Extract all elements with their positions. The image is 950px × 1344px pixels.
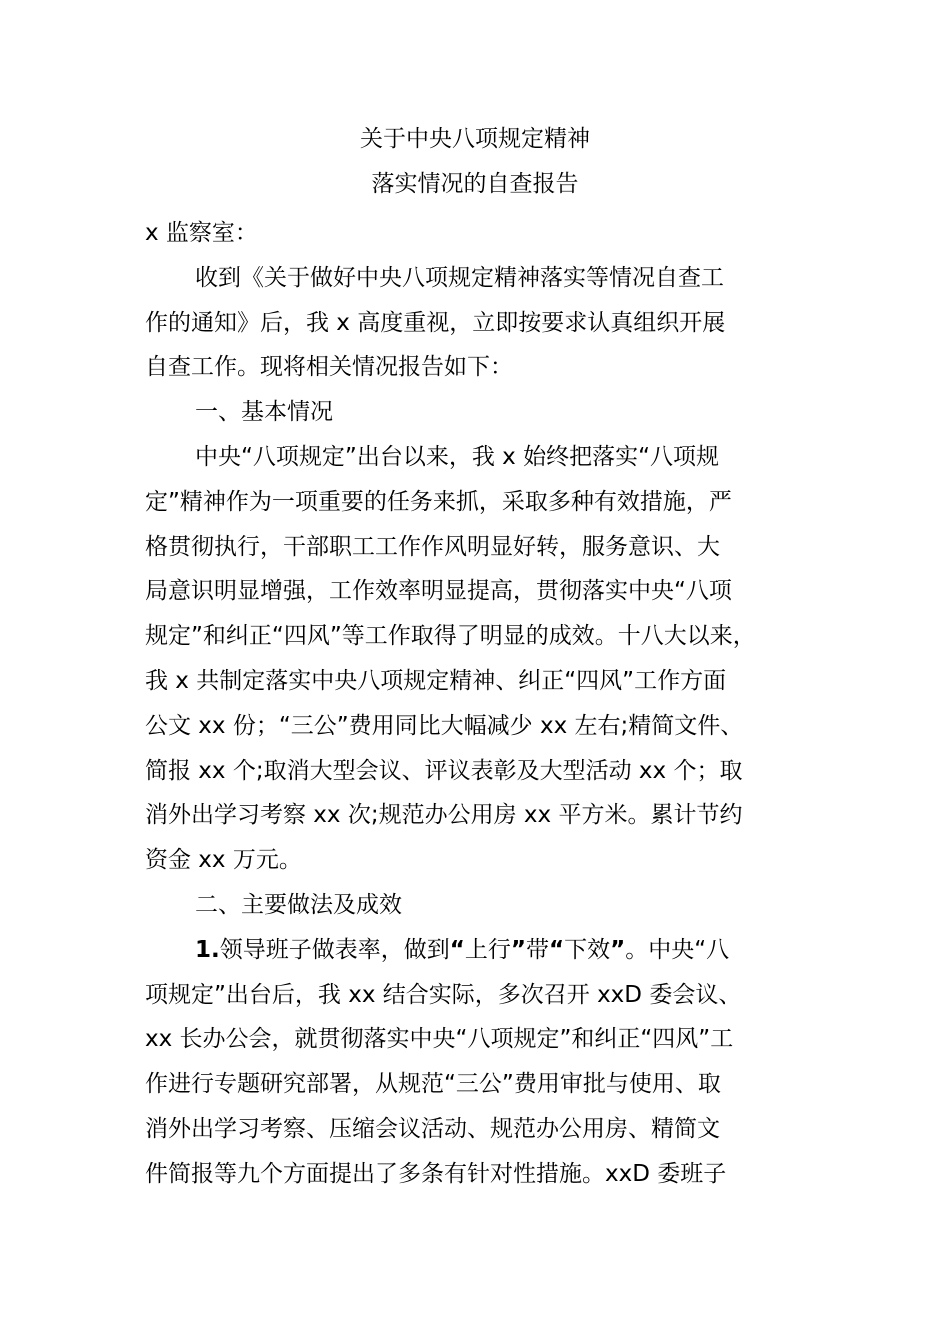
document-title-line-2: 落实情况的自查报告 [371, 171, 579, 197]
quote-mark: ” [610, 936, 626, 963]
document-body [145, 211, 845, 1197]
paragraph-line: 定”精神作为一项重要的任务来抓，采取多种有效措施，严 [145, 488, 732, 515]
paragraph-line: 格贯彻执行，干部职工工作作风明显好转，服务意识、大 [145, 533, 720, 560]
paragraph-line: 中央“八项规定”出台以来，我 x 始终把落实“八项规 [195, 443, 719, 470]
section-heading: 一、基本情况 [195, 399, 333, 426]
item-number: 1. [195, 936, 220, 963]
section-heading: 二、主要做法及成效 [195, 891, 402, 918]
paragraph-line: xx 长办公会，就贯彻落实中央“八项规定”和纠正“四风”工 [145, 1026, 734, 1053]
paragraph-line: 局意识明显增强，工作效率明显提高，贯彻落实中央“八项 [145, 578, 732, 605]
quote-mark: ” [510, 936, 526, 963]
paragraph-line: 项规定”出台后，我 xx 结合实际，多次召开 xxD 委会议、 [145, 981, 742, 1008]
paragraph-line: 公文 xx 份；“三公”费用同比大幅减少 xx 左右;精简文件、 [145, 712, 744, 739]
text-run: 。中央“八 [625, 936, 730, 963]
paragraph-line [145, 928, 845, 973]
salutation: x 监察室： [145, 220, 258, 246]
quote-mark: “ [549, 936, 565, 963]
paragraph-line: 自查工作。现将相关情况报告如下： [145, 354, 513, 381]
text-run: 下效 [564, 936, 611, 963]
paragraph-line: 我 x 共制定落实中央八项规定精神、纠正“四风”工作方面 [145, 667, 727, 694]
text-run: 上行 [464, 936, 511, 963]
paragraph-line: 消外出学习考察 xx 次;规范办公用房 xx 平方米。累计节约 [145, 802, 743, 829]
paragraph-line: 件简报等九个方面提出了多条有针对性措施。xxD 委班子 [145, 1160, 727, 1187]
text-run: 领导班子做表率，做到 [219, 936, 450, 963]
quote-mark: “ [449, 936, 465, 963]
paragraph-line: 作的通知》后，我 x 高度重视，立即按要求认真组织开展 [145, 309, 726, 336]
paragraph-line: 资金 xx 万元。 [145, 847, 302, 874]
paragraph-line: 简报 xx 个;取消大型会议、评议表彰及大型活动 xx 个；取 [145, 757, 743, 784]
paragraph-line: 规定”和纠正“四风”等工作取得了明显的成效。十八大以来， [145, 623, 756, 650]
paragraph-line: 消外出学习考察、压缩会议活动、规范办公用房、精简文 [145, 1115, 720, 1142]
document-title-line-1: 关于中央八项规定精神 [360, 126, 590, 152]
paragraph-line: 收到《关于做好中央八项规定精神落实等情况自查工 [195, 264, 724, 291]
text-run: 带 [526, 936, 549, 963]
paragraph-line: 作进行专题研究部署，从规范“三公”费用审批与使用、取 [145, 1071, 721, 1098]
